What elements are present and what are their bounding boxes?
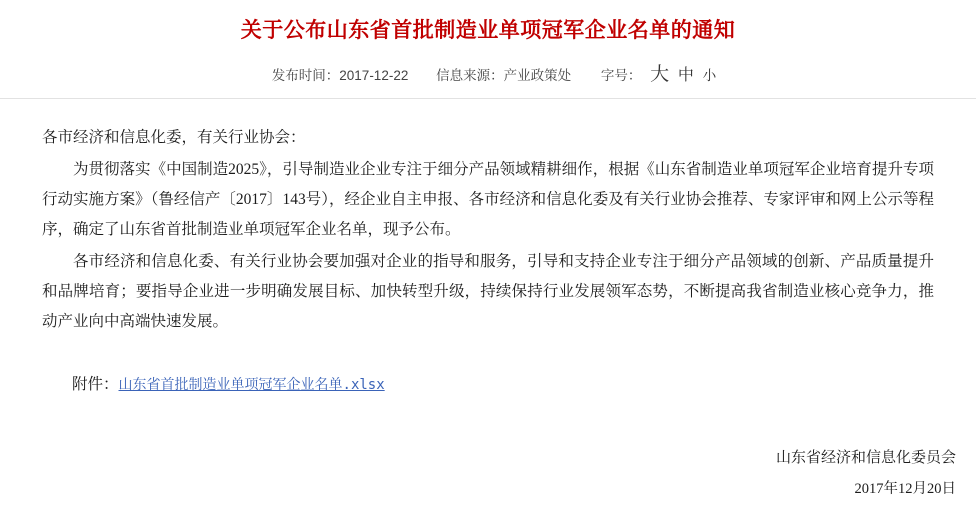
publish-time-label: 发布时间： [271,68,340,83]
attachment-label: 附件： [72,376,119,393]
publish-time [272,64,409,84]
paragraph-salutation: 各市经济和信息化委，有关行业协会： [42,129,306,146]
source [436,64,571,84]
font-size-medium-button[interactable]: 中 [677,67,694,84]
paragraph-body-1: 为贯彻落实《中国制造2025》，引导制造业企业专注于细分产品领域精耕细作，根据《山东省制造业单项冠军企业培育提升专项行动实施方案》（鲁经信产〔2017〕143号），经企业自主申报、各市经济和信息化委及有关行业协会推荐、专家评审和网上公示等程序，确定了山东省首批制造业单项冠军企业名单，现予公布。 [42,161,934,238]
source-value: 产业政策处 [503,68,572,83]
attachment-line [42,371,934,399]
source-label: 信息来源： [436,68,504,83]
font-size-label: 字号： [600,68,642,83]
document-body [0,99,976,399]
page-title: 关于公布山东省首批制造业单项冠军企业名单的通知 [240,19,736,42]
signature-organization: 山东省经济和信息化委员会 [775,450,956,466]
publish-time-value: 2017-12-22 [339,68,409,83]
font-size-switcher [601,59,716,86]
font-size-large-button[interactable]: 大 [650,64,670,85]
paragraph-body-2: 各市经济和信息化委、有关行业协会要加强对企业的指导和服务，引导和支持企业专注于细分产品领域的创新、产品质量提升和品牌培育；要指导企业进一步明确发展目标、加快转型升级，持续保持行业发展领军态势，不断提高我省制造业核心竞争力，推动产业向中高端快速发展。 [42,253,934,330]
font-size-small-button[interactable]: 小 [702,68,717,83]
signature-block [776,443,956,505]
document-meta-bar [0,46,976,99]
attachment-link[interactable]: 山东省首批制造业单项冠军企业名单.xlsx [118,377,385,393]
signature-date: 2017年12月20日 [854,481,956,497]
